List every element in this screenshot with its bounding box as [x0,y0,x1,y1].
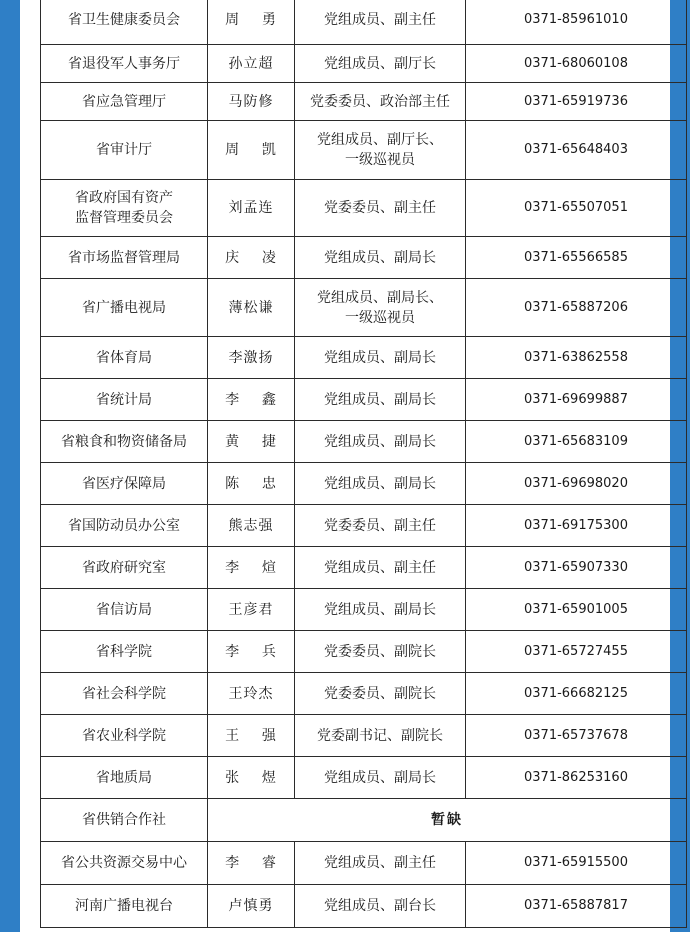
role-cell: 党组成员、副局长 [295,337,466,379]
phone-cell: 0371-65915500 [466,842,687,885]
phone-cell: 0371-65919736 [466,83,687,121]
table-row [41,180,687,237]
table-row [41,715,687,757]
role-cell: 党委委员、政治部主任 [295,83,466,121]
role-cell: 党组成员、副主任 [295,547,466,589]
phone-cell: 0371-85961010 [466,0,687,45]
role-cell: 党组成员、副局长 [295,237,466,279]
role-cell [295,121,466,180]
vacant-cell: 暂缺 [208,799,687,842]
phone-cell: 0371-65727455 [466,631,687,673]
unit-cell: 省信访局 [41,589,208,631]
name-cell: 薄松谦 [208,279,295,337]
role-cell: 党组成员、副厅长 [295,45,466,83]
role-line: 一级巡视员 [345,309,415,326]
unit-cell: 省退役军人事务厅 [41,45,208,83]
unit-cell: 省粮食和物资储备局 [41,421,208,463]
unit-cell: 省农业科学院 [41,715,208,757]
unit-cell [41,180,208,237]
unit-cell: 省统计局 [41,379,208,421]
unit-cell: 省市场监督管理局 [41,237,208,279]
unit-cell: 省医疗保障局 [41,463,208,505]
table-row [41,547,687,589]
role-cell: 党组成员、副主任 [295,0,466,45]
name-cell: 孙立超 [208,45,295,83]
name-cell: 李 兵 [208,631,295,673]
role-cell: 党组成员、副局长 [295,463,466,505]
table-row [41,673,687,715]
phone-cell: 0371-86253160 [466,757,687,799]
name-cell: 黄 捷 [208,421,295,463]
unit-cell: 河南广播电视台 [41,885,208,928]
role-cell: 党组成员、副主任 [295,842,466,885]
unit-cell: 省供销合作社 [41,799,208,842]
table-row [41,0,687,45]
table-row [41,279,687,337]
phone-cell: 0371-65683109 [466,421,687,463]
role-cell: 党委委员、副院长 [295,631,466,673]
role-cell [295,279,466,337]
contact-directory-table [40,0,687,928]
phone-cell: 0371-69175300 [466,505,687,547]
unit-cell: 省体育局 [41,337,208,379]
name-cell: 张 煜 [208,757,295,799]
phone-cell: 0371-66682125 [466,673,687,715]
table-row [41,121,687,180]
unit-cell: 省卫生健康委员会 [41,0,208,45]
name-cell: 卢慎勇 [208,885,295,928]
phone-cell: 0371-63862558 [466,337,687,379]
unit-cell: 省地质局 [41,757,208,799]
role-line: 一级巡视员 [345,152,415,168]
role-cell: 党组成员、副局长 [295,379,466,421]
phone-cell: 0371-65648403 [466,121,687,180]
phone-cell: 0371-65887206 [466,279,687,337]
phone-cell: 0371-69698020 [466,463,687,505]
unit-cell: 省政府研究室 [41,547,208,589]
table-row [41,45,687,83]
table-row [41,589,687,631]
phone-cell: 0371-68060108 [466,45,687,83]
table-row [41,842,687,885]
name-cell: 马防修 [208,83,295,121]
phone-cell: 0371-65887817 [466,885,687,928]
role-cell: 党组成员、副局长 [295,589,466,631]
phone-cell: 0371-65507051 [466,180,687,237]
phone-cell: 0371-69699887 [466,379,687,421]
role-cell: 党委委员、副院长 [295,673,466,715]
name-cell: 李激扬 [208,337,295,379]
unit-cell: 省应急管理厅 [41,83,208,121]
name-cell: 刘孟连 [208,180,295,237]
role-line: 党组成员、副厅长、 [317,132,443,148]
unit-line: 省政府国有资产 [75,190,173,206]
role-cell: 党委委员、副主任 [295,180,466,237]
table-row [41,799,687,842]
table-row [41,463,687,505]
phone-cell: 0371-65907330 [466,547,687,589]
name-cell: 熊志强 [208,505,295,547]
name-cell: 庆 凌 [208,237,295,279]
name-cell: 王 强 [208,715,295,757]
unit-cell: 省国防动员办公室 [41,505,208,547]
phone-cell: 0371-65566585 [466,237,687,279]
name-cell: 王彦君 [208,589,295,631]
name-cell: 王玲杰 [208,673,295,715]
unit-cell: 省广播电视局 [41,279,208,337]
unit-cell: 省审计厅 [41,121,208,180]
table-row [41,237,687,279]
phone-cell: 0371-65901005 [466,589,687,631]
name-cell: 周 勇 [208,0,295,45]
name-cell: 周 凯 [208,121,295,180]
table-row [41,757,687,799]
name-cell: 李 睿 [208,842,295,885]
table-row [41,83,687,121]
table-row [41,379,687,421]
table-row [41,505,687,547]
table-row [41,885,687,928]
document-sheet [20,0,670,932]
name-cell: 李 鑫 [208,379,295,421]
role-cell: 党委委员、副主任 [295,505,466,547]
role-cell: 党组成员、副局长 [295,421,466,463]
unit-cell: 省科学院 [41,631,208,673]
name-cell: 陈 忠 [208,463,295,505]
table-row [41,631,687,673]
table-row [41,421,687,463]
name-cell: 李 煊 [208,547,295,589]
unit-cell: 省公共资源交易中心 [41,842,208,885]
unit-line: 监督管理委员会 [75,210,173,226]
role-cell: 党委副书记、副院长 [295,715,466,757]
table-row [41,337,687,379]
unit-cell: 省社会科学院 [41,673,208,715]
phone-cell: 0371-65737678 [466,715,687,757]
role-cell: 党组成员、副台长 [295,885,466,928]
role-line: 党组成员、副局长、 [317,289,443,306]
role-cell: 党组成员、副局长 [295,757,466,799]
